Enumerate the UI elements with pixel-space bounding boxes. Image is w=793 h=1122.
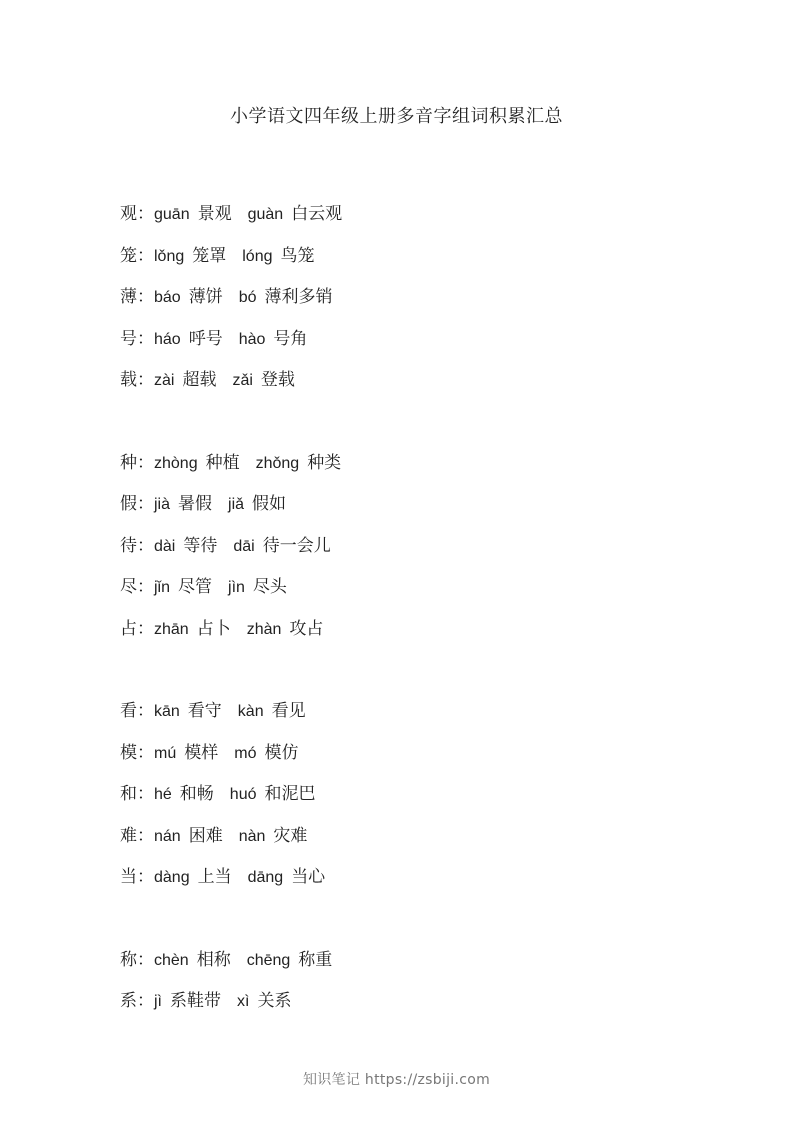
entry-pinyin-2: huó	[229, 786, 257, 803]
entry-pinyin-1: kān	[154, 703, 180, 720]
entry-char: 称	[120, 949, 137, 970]
entry-word-2: 号角	[273, 328, 308, 349]
entry-pinyin-1: báo	[154, 289, 181, 306]
entry-pinyin-2: bó	[238, 289, 257, 306]
page-title: 小学语文四年级上册多音字组词积累汇总	[230, 106, 563, 127]
entry-word-2: 薄利多销	[264, 287, 333, 307]
entry-word-1: 上当	[197, 867, 232, 887]
entry-pinyin-2: zǎi	[232, 372, 253, 389]
entry-word-1: 相称	[196, 949, 231, 970]
entry-pinyin-2: dāi	[233, 537, 255, 555]
entry-word-1: 薄饼	[188, 287, 223, 307]
entry-group	[120, 697, 740, 905]
entry-char: 种	[120, 452, 137, 473]
entry-word-2: 种类	[307, 452, 342, 473]
entry-pinyin-1: guān	[154, 206, 190, 223]
entry-word-1: 和畅	[179, 784, 214, 804]
entry-pinyin-2: jìn	[228, 579, 245, 596]
entry-char: 占	[120, 618, 137, 639]
entry-row	[120, 780, 740, 822]
entry-pinyin-2: zhǒng	[255, 454, 300, 472]
entry-pinyin-1: jì	[154, 993, 162, 1010]
entry-pinyin-2: mó	[234, 744, 257, 762]
entry-pinyin-1: zhòng	[154, 454, 198, 472]
entry-pinyin-1: nán	[154, 827, 181, 845]
entry-separator: ：	[137, 328, 154, 349]
entry-row	[120, 242, 740, 284]
entry-pinyin-2: dāng	[247, 869, 284, 886]
entry-row	[120, 366, 740, 408]
entry-separator: ：	[137, 452, 154, 473]
entry-char: 模	[120, 742, 137, 763]
entry-word-2: 看见	[271, 701, 306, 721]
entry-word-1: 呼号	[188, 328, 223, 349]
entry-group	[120, 200, 740, 408]
entry-char: 难	[120, 825, 137, 846]
entry-pinyin-1: zhān	[154, 620, 189, 638]
entry-pinyin-1: hé	[154, 786, 172, 803]
entry-pinyin-1: mú	[154, 744, 177, 762]
entry-word-2: 称重	[298, 949, 333, 970]
entry-pinyin-1: dài	[154, 537, 176, 555]
entry-row	[120, 449, 740, 491]
entry-separator: ：	[137, 784, 154, 804]
entry-word-1: 超载	[182, 370, 217, 390]
entry-pinyin-1: zài	[154, 372, 175, 389]
entry-pinyin-1: háo	[154, 330, 181, 348]
entry-word-1: 尽管	[178, 577, 213, 597]
entry-group	[120, 946, 740, 1029]
entry-separator: ：	[137, 949, 154, 970]
entry-word-1: 占卜	[196, 618, 231, 639]
entry-word-2: 当心	[291, 867, 326, 887]
entry-pinyin-2: xì	[237, 993, 250, 1010]
entry-separator: ：	[137, 494, 154, 514]
entry-separator: ：	[137, 287, 154, 307]
entry-char: 尽	[120, 577, 137, 597]
entry-word-2: 和泥巴	[264, 784, 316, 804]
entry-word-1: 系鞋带	[170, 991, 221, 1011]
entry-row	[120, 822, 740, 864]
entry-pinyin-2: chēng	[246, 951, 291, 969]
entry-row	[120, 697, 740, 739]
entry-separator: ：	[137, 618, 154, 639]
entry-word-2: 白云观	[291, 204, 343, 224]
entry-separator: ：	[137, 991, 154, 1011]
entry-separator: ：	[137, 742, 154, 763]
entry-word-1: 困难	[188, 825, 223, 846]
entry-row	[120, 946, 740, 988]
entry-char: 假	[120, 494, 137, 514]
entry-word-2: 待一会儿	[262, 535, 331, 556]
entry-word-2: 攻占	[289, 618, 324, 639]
entry-separator: ：	[137, 204, 154, 224]
entry-char: 和	[120, 784, 137, 804]
entry-separator: ：	[137, 370, 154, 390]
entry-separator: ：	[137, 825, 154, 846]
entry-pinyin-1: jǐn	[154, 579, 171, 596]
entry-group	[120, 449, 740, 657]
entry-word-2: 假如	[252, 494, 287, 514]
entry-word-1: 笼罩	[192, 245, 227, 266]
entry-pinyin-1: jià	[154, 496, 171, 513]
entry-char: 观	[120, 204, 137, 224]
entry-char: 系	[120, 991, 137, 1011]
entry-row	[120, 987, 740, 1029]
entry-row	[120, 863, 740, 905]
entry-list	[120, 200, 740, 1070]
entry-word-2: 模仿	[264, 742, 299, 763]
entry-row	[120, 615, 740, 657]
entry-char: 笼	[120, 245, 137, 266]
entry-word-1: 暑假	[178, 494, 213, 514]
entry-pinyin-2: kàn	[237, 703, 264, 720]
entry-word-1: 景观	[197, 204, 232, 224]
entry-row	[120, 573, 740, 615]
entry-row	[120, 283, 740, 325]
entry-word-2: 尽头	[252, 577, 287, 597]
entry-char: 载	[120, 370, 137, 390]
entry-char: 号	[120, 328, 137, 349]
entry-char: 看	[120, 701, 137, 721]
entry-row	[120, 739, 740, 781]
entry-pinyin-2: nàn	[238, 827, 266, 845]
entry-separator: ：	[137, 701, 154, 721]
entry-char: 当	[120, 867, 137, 887]
entry-pinyin-1: lǒng	[154, 247, 185, 265]
entry-pinyin-2: hào	[238, 330, 266, 348]
footer-watermark: 知识笔记 https://zsbiji.com	[302, 1072, 491, 1088]
entry-pinyin-2: jiǎ	[228, 496, 245, 513]
entry-word-1: 种植	[205, 452, 240, 473]
entry-word-1: 等待	[183, 535, 218, 556]
entry-pinyin-1: chèn	[154, 951, 189, 969]
entry-separator: ：	[137, 245, 154, 266]
entry-row	[120, 200, 740, 242]
entry-word-2: 关系	[257, 991, 292, 1011]
entry-pinyin-1: dàng	[154, 869, 190, 886]
entry-word-1: 模样	[184, 742, 219, 763]
entry-separator: ：	[137, 577, 154, 597]
entry-word-1: 看守	[187, 701, 222, 721]
entry-char: 薄	[120, 287, 137, 307]
entry-word-2: 登载	[260, 370, 295, 390]
entry-pinyin-2: lóng	[242, 247, 273, 265]
entry-row	[120, 532, 740, 574]
entry-word-2: 鸟笼	[280, 245, 315, 266]
entry-row	[120, 325, 740, 367]
entry-separator: ：	[137, 867, 154, 887]
entry-separator: ：	[137, 535, 154, 556]
entry-row	[120, 490, 740, 532]
entry-pinyin-2: zhàn	[246, 620, 282, 638]
entry-char: 待	[120, 535, 137, 556]
entry-pinyin-2: guàn	[247, 206, 284, 223]
entry-word-2: 灾难	[273, 825, 308, 846]
